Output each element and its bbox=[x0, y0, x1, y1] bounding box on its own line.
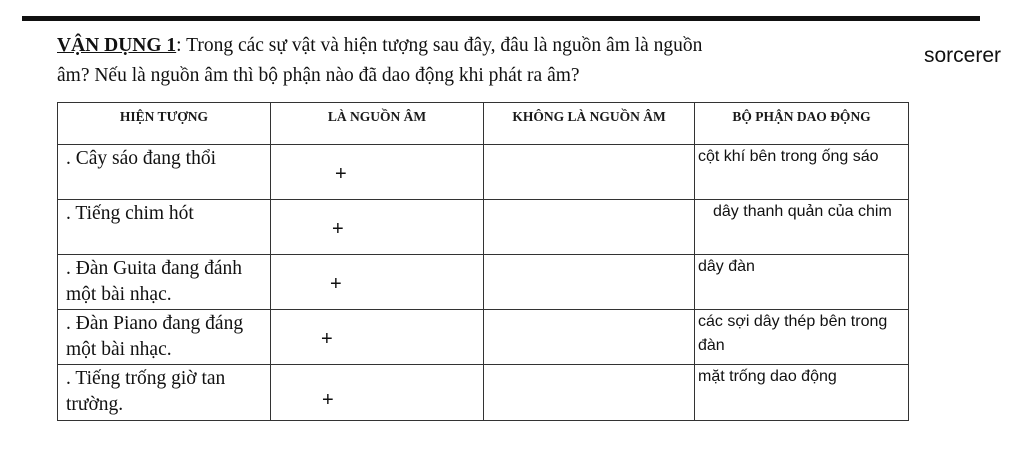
cell-not-source bbox=[484, 365, 695, 421]
exercise-label: VẬN DỤNG 1 bbox=[57, 35, 177, 56]
cell-not-source bbox=[484, 310, 695, 365]
header-not-source: KHÔNG LÀ NGUỒN ÂM bbox=[484, 103, 695, 145]
header-vibrating-part: BỘ PHẬN DAO ĐỘNG bbox=[695, 103, 909, 145]
table-header-row bbox=[58, 103, 909, 145]
cell-vibrating-part: dây thanh quản của chim bbox=[695, 200, 909, 255]
plus-mark: + bbox=[322, 389, 334, 411]
table-row bbox=[58, 255, 909, 310]
plus-mark: + bbox=[321, 328, 333, 350]
cell-phenomenon: . Cây sáo đang thổi bbox=[58, 145, 271, 200]
question-line-2: âm? Nếu là nguồn âm thì bộ phận nào đã dao động khi phát ra âm? bbox=[57, 65, 580, 86]
cell-is-source bbox=[271, 255, 484, 310]
cell-vibrating-part: cột khí bên trong ống sáo bbox=[695, 145, 909, 200]
table-row bbox=[58, 145, 909, 200]
cell-phenomenon: . Đàn Guita đang đánh một bài nhạc. bbox=[58, 255, 271, 310]
cell-is-source bbox=[271, 310, 484, 365]
header-phenomenon: HIỆN TƯỢNG bbox=[58, 103, 271, 145]
cell-vibrating-part: dây đàn bbox=[695, 255, 909, 310]
question-line-1: : Trong các sự vật và hiện tượng sau đây, đâu là nguồn âm là nguồn bbox=[176, 35, 703, 56]
cell-phenomenon: . Tiếng trống giờ tan trường. bbox=[58, 365, 271, 421]
cell-is-source bbox=[271, 200, 484, 255]
cell-vibrating-part: mặt trống dao động bbox=[695, 365, 909, 421]
plus-mark: + bbox=[330, 273, 342, 295]
header-is-source: LÀ NGUỒN ÂM bbox=[271, 103, 484, 145]
cell-phenomenon: . Tiếng chim hót bbox=[58, 200, 271, 255]
cell-is-source bbox=[271, 145, 484, 200]
cell-is-source bbox=[271, 365, 484, 421]
cell-vibrating-part: các sợi dây thép bên trong đàn bbox=[695, 310, 909, 365]
question-text bbox=[57, 31, 897, 91]
cell-not-source bbox=[484, 145, 695, 200]
table-row bbox=[58, 365, 909, 421]
table-row bbox=[58, 200, 909, 255]
cell-not-source bbox=[484, 255, 695, 310]
cell-not-source bbox=[484, 200, 695, 255]
answer-table bbox=[57, 102, 909, 421]
watermark-text: sorcerer bbox=[924, 44, 1002, 67]
top-rule bbox=[22, 16, 980, 21]
cell-phenomenon: . Đàn Piano đang đáng một bài nhạc. bbox=[58, 310, 271, 365]
plus-mark: + bbox=[335, 163, 347, 185]
plus-mark: + bbox=[332, 218, 344, 240]
table-row bbox=[58, 310, 909, 365]
